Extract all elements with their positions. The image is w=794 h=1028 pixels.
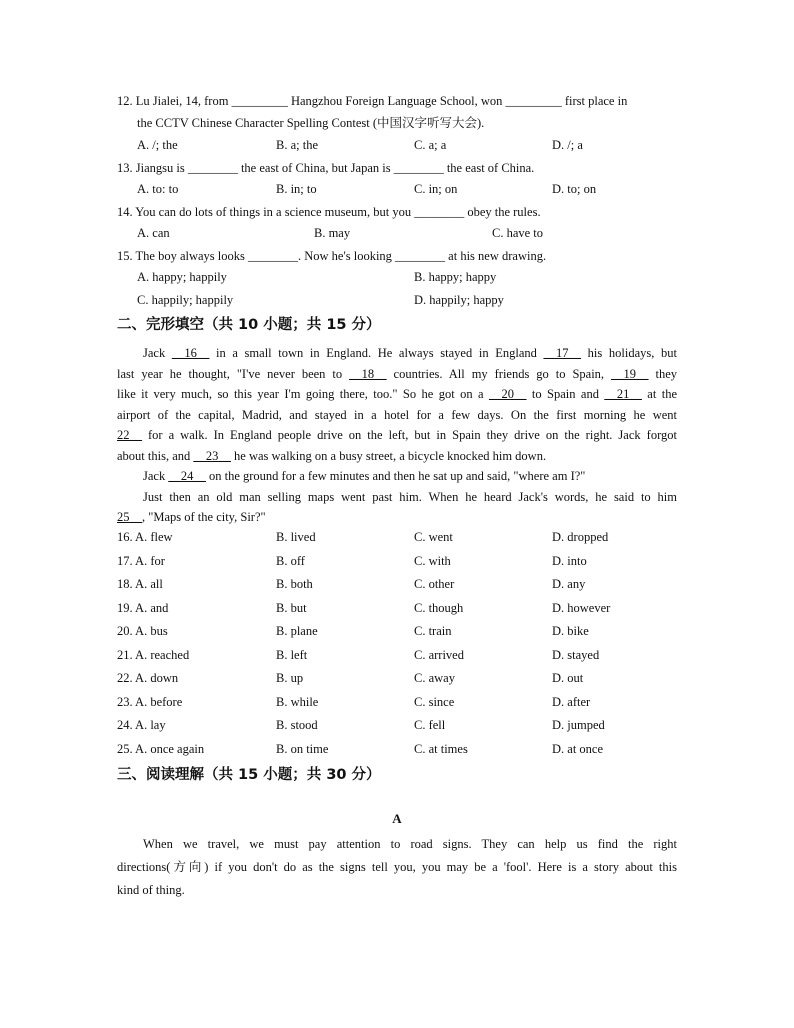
cloze-option: C. away — [414, 671, 455, 685]
cloze-option: 25. A. once again — [117, 741, 205, 756]
question-13: 13. Jiangsu is ________ the east of China, but Japan is ________ the east of China. — [117, 161, 535, 175]
option-13-b: B. in; to — [276, 182, 317, 196]
cloze-option: C. with — [414, 553, 451, 568]
option-12-a: A. /; the — [137, 138, 178, 152]
cloze-option: C. train — [414, 624, 452, 638]
option-14-b: B. may — [314, 226, 351, 240]
question-12-line2: the CCTV Chinese Character Spelling Contest (中国汉字听写大会). — [137, 116, 485, 130]
reading-line-1: When we travel, we must pay attention to road signs. They can help us find the right — [143, 837, 677, 851]
cloze-option: D. any — [552, 577, 586, 591]
option-13-d: D. to; on — [552, 182, 597, 196]
cloze-option: D. dropped — [552, 530, 609, 544]
question-14: 14. You can do lots of things in a science museum, but you ________ obey the rules. — [117, 205, 541, 219]
option-12-b: B. a; the — [276, 138, 319, 152]
cloze-option: 24. A. lay — [117, 718, 166, 732]
cloze-option: D. stayed — [552, 647, 600, 662]
option-14-a: A. can — [137, 226, 170, 240]
option-14-c: C. have to — [492, 226, 544, 240]
option-15-d: D. happily; happy — [414, 293, 504, 307]
cloze-option: D. out — [552, 671, 584, 685]
cloze-option: B. stood — [276, 718, 318, 732]
cloze-line-1: Jack __16__ in a small town in England. He always stayed in England __17__ his holidays, but — [143, 346, 677, 360]
cloze-option: 18. A. all — [117, 577, 163, 591]
cloze-line-8: Just then an old man selling maps went past him. When he heard Jack's words, he said to him — [143, 490, 677, 504]
option-15-b: B. happy; happy — [414, 270, 497, 284]
passage-title: A — [392, 811, 402, 826]
cloze-option: 19. A. and — [117, 600, 169, 615]
cloze-option: B. left — [276, 647, 308, 662]
cloze-option: D. bike — [552, 624, 589, 638]
cloze-option: D. however — [552, 600, 611, 615]
cloze-option: C. went — [414, 530, 453, 544]
option-12-c: C. a; a — [414, 138, 447, 152]
cloze-option: C. fell — [414, 718, 446, 732]
cloze-line-9: 25__, "Maps of the city, Sir?" — [117, 510, 266, 524]
cloze-line-6: about this, and __23__ he was walking on a busy street, a bicycle knocked him down. — [117, 449, 547, 463]
cloze-option: 21. A. reached — [117, 647, 190, 662]
reading-line-3: kind of thing. — [117, 883, 185, 897]
option-13-a: A. to: to — [137, 182, 179, 196]
cloze-option: 17. A. for — [117, 553, 165, 568]
cloze-line-4: airport of the capital, Madrid, and stayed in a hotel for a few days. On the first morning he went — [117, 408, 677, 422]
cloze-option: B. up — [276, 671, 304, 685]
cloze-line-2: last year he thought, "I've never been to __18__ countries. All my friends go to Spain, __19__ they — [117, 367, 677, 381]
cloze-option: B. both — [276, 577, 313, 591]
cloze-line-7: Jack __24__ on the ground for a few minutes and then he sat up and said, "where am I?" — [143, 469, 586, 483]
cloze-option: 22. A. down — [117, 671, 179, 685]
cloze-option: D. jumped — [552, 718, 605, 732]
reading-line-2: directions(方向) if you don't do as the signs tell you, you may be a 'fool'. Here is a story about this — [117, 860, 677, 874]
option-13-c: C. in; on — [414, 182, 458, 196]
cloze-option: C. arrived — [414, 647, 464, 662]
cloze-option: D. after — [552, 694, 591, 709]
question-15: 15. The boy always looks ________. Now he's looking ________ at his new drawing. — [117, 249, 547, 263]
section-heading-cloze: 二、完形填空（共 10 小题；共 15 分） — [117, 317, 381, 333]
cloze-line-3: like it very much, so this year I'm going there, too." So he got on a __20__ to Spain and __21__ at the — [117, 387, 678, 401]
cloze-option: C. since — [414, 694, 455, 709]
cloze-option: B. lived — [276, 530, 316, 544]
question-12: 12. Lu Jialei, 14, from _________ Hangzhou Foreign Language School, won _________ first place in — [117, 94, 628, 108]
section-heading-reading: 三、阅读理解（共 15 小题；共 30 分） — [117, 767, 381, 783]
option-12-d: D. /; a — [552, 138, 583, 152]
cloze-option: C. other — [414, 577, 455, 591]
cloze-option: B. on time — [276, 741, 329, 756]
cloze-option: C. at times — [414, 741, 468, 756]
cloze-option: B. while — [276, 694, 319, 709]
cloze-option: 20. A. bus — [117, 624, 168, 638]
option-15-a: A. happy; happily — [137, 270, 227, 284]
cloze-option: B. but — [276, 600, 307, 615]
option-15-c: C. happily; happily — [137, 293, 234, 307]
cloze-option: D. at once — [552, 741, 604, 756]
cloze-option: B. off — [276, 553, 305, 568]
cloze-option: B. plane — [276, 624, 318, 638]
cloze-line-5: 22__ for a walk. In England people drive on the left, but in Spain they drive on the right. Jack forgot — [117, 428, 677, 442]
cloze-option: 23. A. before — [117, 694, 183, 709]
cloze-option: 16. A. flew — [117, 530, 173, 544]
cloze-option: C. though — [414, 600, 464, 615]
cloze-option: D. into — [552, 553, 587, 568]
